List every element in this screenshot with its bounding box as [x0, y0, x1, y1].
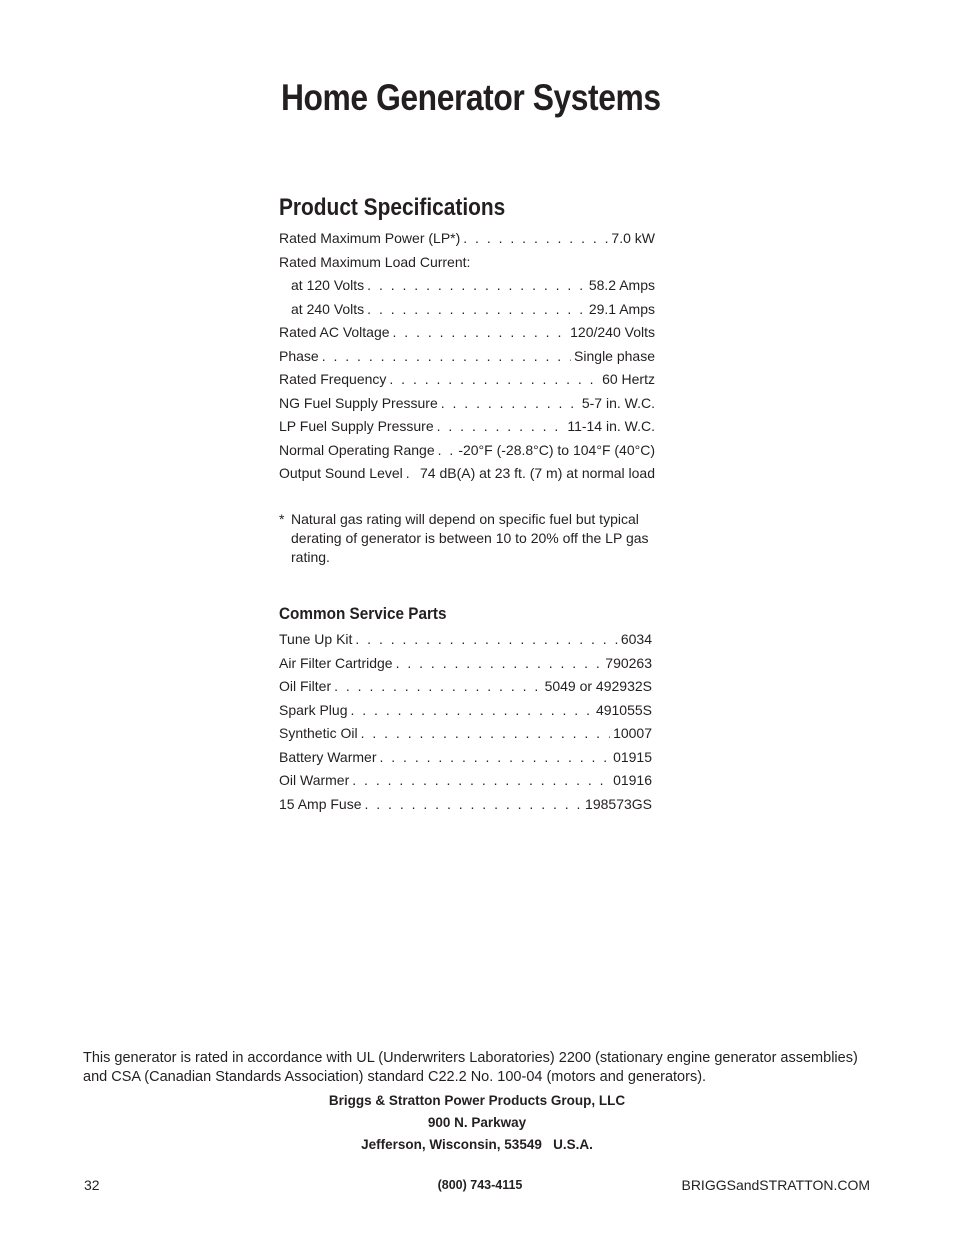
- part-row: [279, 769, 652, 793]
- part-number: 01916: [613, 772, 652, 788]
- street-address: 900 N. Parkway: [427, 1115, 527, 1130]
- spec-row: [279, 368, 655, 392]
- spec-row: [279, 227, 655, 251]
- spec-label: Output Sound Level: [279, 465, 403, 481]
- spec-value: 5-7 in. W.C.: [581, 394, 655, 411]
- dot-leader: [406, 462, 417, 486]
- dot-leader: [393, 321, 568, 345]
- spec-row: [279, 392, 655, 416]
- spec-value: 120/240 Volts: [570, 324, 655, 340]
- dot-leader: [437, 415, 565, 439]
- dot-leader: [365, 793, 583, 817]
- dot-leader: [463, 227, 608, 251]
- rating-note: This generator is rated in accordance with UL (Underwriters Laboratories) 2200 (stationary engine generator assemblies) and CSA (Canadian Standards Association) standard C22.2 No. 100-04 (motors and generators).: [83, 1049, 858, 1085]
- footnote: [279, 510, 659, 567]
- section-title-product-specifications: Product Specifications: [279, 194, 506, 221]
- section-title-common-service-parts: Common Service Parts: [279, 604, 447, 623]
- dot-leader: [352, 769, 610, 793]
- part-number: 6034: [620, 631, 652, 647]
- part-row: [279, 675, 652, 699]
- part-label: Synthetic Oil: [279, 725, 358, 741]
- part-label: Oil Warmer: [279, 772, 350, 788]
- dot-leader: [389, 368, 599, 392]
- spec-row: [279, 345, 655, 369]
- spec-row: [279, 415, 655, 439]
- dot-leader: [334, 675, 541, 699]
- spec-value: -20°F (-28.8°C) to 104°F (40°C): [458, 441, 655, 458]
- spec-row: [279, 298, 655, 322]
- part-number: 5049 or 492932S: [544, 678, 652, 694]
- company-address: [0, 1090, 954, 1156]
- company-name: Briggs & Stratton Power Products Group, LLC: [328, 1093, 626, 1108]
- part-row: [279, 652, 652, 676]
- part-row: [279, 793, 652, 817]
- part-label: Tune Up Kit: [279, 631, 353, 647]
- spec-value: 74 dB(A) at 23 ft. (7 m) at normal load: [420, 465, 655, 481]
- part-label: Spark Plug: [279, 701, 348, 718]
- part-number: 10007: [613, 725, 652, 741]
- phone-number: (800) 743-4115: [437, 1178, 523, 1192]
- dot-leader: [380, 746, 611, 770]
- part-number: 491055S: [595, 701, 652, 718]
- spec-value: 58.2 Amps: [588, 277, 655, 293]
- spec-row: [279, 321, 655, 345]
- spec-value: Single phase: [574, 347, 655, 364]
- spec-label: at 240 Volts: [291, 300, 365, 317]
- city-address: Jefferson, Wisconsin, 53549 U.S.A.: [361, 1137, 593, 1152]
- dot-leader: [367, 298, 586, 322]
- spec-label: Rated Maximum Load Current:: [279, 253, 471, 270]
- spec-value: 11-14 in. W.C.: [567, 418, 655, 434]
- spec-value: 29.1 Amps: [588, 300, 655, 317]
- spec-row: [279, 251, 655, 275]
- spec-label: Rated Frequency: [279, 371, 387, 387]
- part-row: [279, 699, 652, 723]
- parts-list: [279, 628, 652, 816]
- dot-leader: [350, 699, 592, 723]
- part-number: 790263: [605, 654, 652, 671]
- dot-leader: [367, 274, 586, 298]
- spec-row: [279, 439, 655, 463]
- footnote-text: Natural gas rating will depend on specific fuel but typical derating of generator is between 10 to 20% off the LP gas rating.: [291, 511, 649, 565]
- spec-label: Rated AC Voltage: [279, 324, 390, 340]
- part-row: [279, 628, 652, 652]
- spec-label: NG Fuel Supply Pressure: [279, 394, 438, 411]
- spec-label: Phase: [279, 347, 319, 364]
- part-label: Oil Filter: [279, 678, 332, 694]
- part-label: Air Filter Cartridge: [279, 654, 393, 671]
- dot-leader: [441, 392, 579, 416]
- part-number: 198573GS: [585, 795, 652, 812]
- website-link[interactable]: BRIGGSandSTRATTON.COM: [681, 1177, 870, 1193]
- dot-leader: [361, 722, 610, 746]
- part-row: [279, 722, 652, 746]
- page-number: 32: [84, 1177, 100, 1193]
- spec-list: [279, 227, 655, 486]
- dot-leader: [322, 345, 571, 369]
- dot-leader: [355, 628, 617, 652]
- dot-leader: [438, 439, 456, 463]
- spec-value: 7.0 kW: [611, 230, 655, 246]
- part-number: 01915: [613, 748, 652, 765]
- spec-label: at 120 Volts: [291, 277, 365, 293]
- spec-label: Rated Maximum Power (LP*): [279, 230, 461, 246]
- footnote-marker: *: [279, 511, 285, 527]
- spec-row: [279, 274, 655, 298]
- spec-label: LP Fuel Supply Pressure: [279, 418, 434, 434]
- spec-row: [279, 462, 655, 486]
- part-label: 15 Amp Fuse: [279, 795, 362, 812]
- part-row: [279, 746, 652, 770]
- spec-label: Normal Operating Range: [279, 441, 435, 458]
- page-title: Home Generator Systems: [281, 77, 661, 118]
- part-label: Battery Warmer: [279, 748, 377, 765]
- dot-leader: [396, 652, 603, 676]
- spec-value: 60 Hertz: [602, 371, 655, 387]
